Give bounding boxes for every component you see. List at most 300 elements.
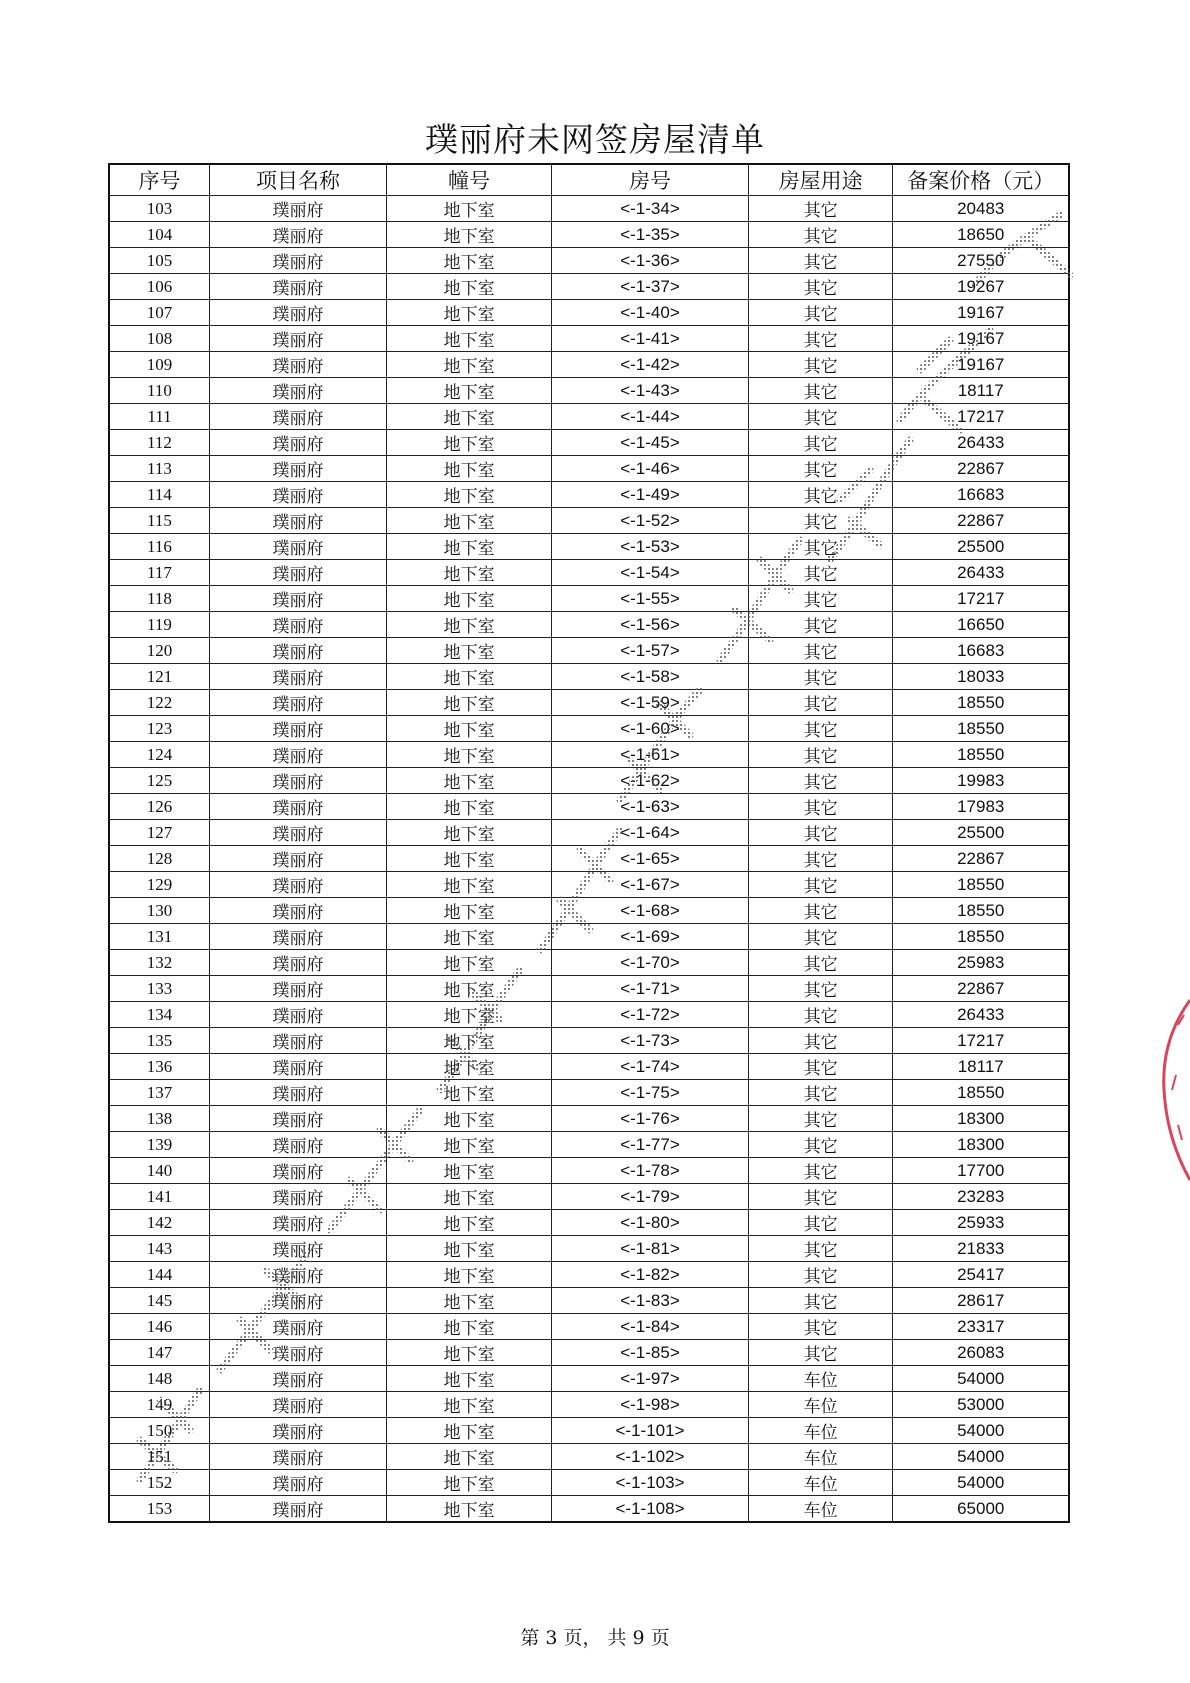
cell-price: 65000 <box>893 1496 1069 1523</box>
table-row <box>109 196 1069 222</box>
cell-building: 地下室 <box>387 794 552 820</box>
cell-usage: 车位 <box>748 1366 893 1392</box>
cell-project: 璞丽府 <box>209 1496 386 1523</box>
cell-room: <-1-98> <box>552 1392 749 1418</box>
cell-building: 地下室 <box>387 690 552 716</box>
cell-seq: 136 <box>109 1054 209 1080</box>
cell-price: 16683 <box>893 638 1069 664</box>
table-row <box>109 664 1069 690</box>
cell-usage: 其它 <box>748 612 893 638</box>
cell-price: 18550 <box>893 742 1069 768</box>
cell-building: 地下室 <box>387 222 552 248</box>
cell-price: 17700 <box>893 1158 1069 1184</box>
cell-project: 璞丽府 <box>209 1288 386 1314</box>
cell-room: <-1-55> <box>552 586 749 612</box>
cell-room: <-1-36> <box>552 248 749 274</box>
cell-seq: 127 <box>109 820 209 846</box>
cell-project: 璞丽府 <box>209 1366 386 1392</box>
cell-building: 地下室 <box>387 352 552 378</box>
cell-building: 地下室 <box>387 638 552 664</box>
table-row <box>109 768 1069 794</box>
cell-room: <-1-59> <box>552 690 749 716</box>
cell-room: <-1-45> <box>552 430 749 456</box>
cell-room: <-1-57> <box>552 638 749 664</box>
cell-price: 18117 <box>893 378 1069 404</box>
cell-project: 璞丽府 <box>209 1470 386 1496</box>
cell-room: <-1-68> <box>552 898 749 924</box>
cell-project: 璞丽府 <box>209 1002 386 1028</box>
cell-project: 璞丽府 <box>209 456 386 482</box>
cell-usage: 其它 <box>748 534 893 560</box>
cell-project: 璞丽府 <box>209 482 386 508</box>
total-pages: 9 <box>632 1627 645 1649</box>
table-row <box>109 1002 1069 1028</box>
cell-room: <-1-108> <box>552 1496 749 1523</box>
cell-usage: 其它 <box>748 378 893 404</box>
cell-project: 璞丽府 <box>209 378 386 404</box>
cell-building: 地下室 <box>387 1392 552 1418</box>
cell-price: 26433 <box>893 560 1069 586</box>
cell-seq: 144 <box>109 1262 209 1288</box>
table-row <box>109 690 1069 716</box>
cell-usage: 其它 <box>748 586 893 612</box>
cell-seq: 112 <box>109 430 209 456</box>
cell-usage: 其它 <box>748 1210 893 1236</box>
cell-building: 地下室 <box>387 1132 552 1158</box>
cell-project: 璞丽府 <box>209 872 386 898</box>
cell-price: 18550 <box>893 924 1069 950</box>
cell-building: 地下室 <box>387 1314 552 1340</box>
table-row <box>109 1392 1069 1418</box>
cell-building: 地下室 <box>387 742 552 768</box>
cell-room: <-1-62> <box>552 768 749 794</box>
cell-project: 璞丽府 <box>209 1340 386 1366</box>
table-row <box>109 1262 1069 1288</box>
cell-usage: 车位 <box>748 1444 893 1470</box>
cell-seq: 114 <box>109 482 209 508</box>
cell-room: <-1-97> <box>552 1366 749 1392</box>
cell-room: <-1-79> <box>552 1184 749 1210</box>
table-row <box>109 1028 1069 1054</box>
cell-usage: 其它 <box>748 768 893 794</box>
cell-price: 18033 <box>893 664 1069 690</box>
table-row <box>109 222 1069 248</box>
cell-building: 地下室 <box>387 950 552 976</box>
cell-price: 18550 <box>893 690 1069 716</box>
cell-room: <-1-101> <box>552 1418 749 1444</box>
cell-seq: 105 <box>109 248 209 274</box>
cell-usage: 其它 <box>748 404 893 430</box>
cell-room: <-1-83> <box>552 1288 749 1314</box>
cell-room: <-1-80> <box>552 1210 749 1236</box>
cell-price: 28617 <box>893 1288 1069 1314</box>
cell-usage: 其它 <box>748 794 893 820</box>
cell-seq: 145 <box>109 1288 209 1314</box>
table-body <box>109 196 1069 1523</box>
cell-room: <-1-46> <box>552 456 749 482</box>
cell-usage: 其它 <box>748 716 893 742</box>
cell-usage: 其它 <box>748 1314 893 1340</box>
table-row <box>109 898 1069 924</box>
cell-price: 18550 <box>893 1080 1069 1106</box>
cell-building: 地下室 <box>387 248 552 274</box>
cell-project: 璞丽府 <box>209 534 386 560</box>
cell-project: 璞丽府 <box>209 638 386 664</box>
cell-building: 地下室 <box>387 1366 552 1392</box>
cell-project: 璞丽府 <box>209 430 386 456</box>
cell-usage: 其它 <box>748 924 893 950</box>
cell-project: 璞丽府 <box>209 326 386 352</box>
cell-building: 地下室 <box>387 274 552 300</box>
cell-room: <-1-70> <box>552 950 749 976</box>
cell-usage: 其它 <box>748 1028 893 1054</box>
cell-building: 地下室 <box>387 612 552 638</box>
cell-seq: 116 <box>109 534 209 560</box>
cell-room: <-1-65> <box>552 846 749 872</box>
cell-project: 璞丽府 <box>209 1158 386 1184</box>
cell-seq: 113 <box>109 456 209 482</box>
footer-prefix: 第 <box>520 1627 540 1649</box>
cell-building: 地下室 <box>387 1028 552 1054</box>
table-row <box>109 1158 1069 1184</box>
cell-price: 17217 <box>893 1028 1069 1054</box>
cell-price: 23283 <box>893 1184 1069 1210</box>
cell-room: <-1-103> <box>552 1470 749 1496</box>
cell-room: <-1-75> <box>552 1080 749 1106</box>
cell-project: 璞丽府 <box>209 1132 386 1158</box>
table-row <box>109 300 1069 326</box>
table-row <box>109 1418 1069 1444</box>
cell-building: 地下室 <box>387 1184 552 1210</box>
cell-price: 20483 <box>893 196 1069 222</box>
cell-building: 地下室 <box>387 976 552 1002</box>
table-row <box>109 1288 1069 1314</box>
cell-price: 25933 <box>893 1210 1069 1236</box>
cell-building: 地下室 <box>387 1080 552 1106</box>
cell-building: 地下室 <box>387 404 552 430</box>
cell-project: 璞丽府 <box>209 300 386 326</box>
cell-building: 地下室 <box>387 898 552 924</box>
cell-building: 地下室 <box>387 846 552 872</box>
cell-building: 地下室 <box>387 300 552 326</box>
table-row <box>109 612 1069 638</box>
cell-building: 地下室 <box>387 482 552 508</box>
cell-room: <-1-61> <box>552 742 749 768</box>
cell-price: 17217 <box>893 586 1069 612</box>
cell-room: <-1-76> <box>552 1106 749 1132</box>
cell-project: 璞丽府 <box>209 352 386 378</box>
cell-building: 地下室 <box>387 820 552 846</box>
cell-seq: 126 <box>109 794 209 820</box>
cell-room: <-1-64> <box>552 820 749 846</box>
cell-project: 璞丽府 <box>209 846 386 872</box>
cell-building: 地下室 <box>387 560 552 586</box>
cell-usage: 其它 <box>748 274 893 300</box>
cell-usage: 其它 <box>748 1184 893 1210</box>
cell-usage: 车位 <box>748 1418 893 1444</box>
cell-project: 璞丽府 <box>209 1028 386 1054</box>
cell-project: 璞丽府 <box>209 1314 386 1340</box>
cell-usage: 其它 <box>748 846 893 872</box>
cell-building: 地下室 <box>387 586 552 612</box>
cell-usage: 其它 <box>748 326 893 352</box>
cell-seq: 148 <box>109 1366 209 1392</box>
cell-usage: 其它 <box>748 456 893 482</box>
table-row <box>109 820 1069 846</box>
cell-room: <-1-60> <box>552 716 749 742</box>
cell-building: 地下室 <box>387 430 552 456</box>
cell-building: 地下室 <box>387 1210 552 1236</box>
cell-seq: 104 <box>109 222 209 248</box>
table-row <box>109 1080 1069 1106</box>
cell-price: 18550 <box>893 872 1069 898</box>
cell-room: <-1-58> <box>552 664 749 690</box>
cell-building: 地下室 <box>387 1106 552 1132</box>
cell-project: 璞丽府 <box>209 612 386 638</box>
cell-seq: 110 <box>109 378 209 404</box>
cell-price: 19167 <box>893 300 1069 326</box>
cell-usage: 其它 <box>748 1288 893 1314</box>
cell-building: 地下室 <box>387 1288 552 1314</box>
cell-price: 26083 <box>893 1340 1069 1366</box>
cell-building: 地下室 <box>387 1470 552 1496</box>
cell-seq: 150 <box>109 1418 209 1444</box>
cell-price: 22867 <box>893 456 1069 482</box>
cell-building: 地下室 <box>387 456 552 482</box>
table-row <box>109 1470 1069 1496</box>
cell-seq: 125 <box>109 768 209 794</box>
cell-price: 25500 <box>893 820 1069 846</box>
cell-seq: 130 <box>109 898 209 924</box>
cell-building: 地下室 <box>387 924 552 950</box>
cell-building: 地下室 <box>387 1418 552 1444</box>
cell-building: 地下室 <box>387 1002 552 1028</box>
table-row <box>109 638 1069 664</box>
cell-usage: 其它 <box>748 1236 893 1262</box>
cell-seq: 152 <box>109 1470 209 1496</box>
cell-price: 26433 <box>893 430 1069 456</box>
cell-usage: 车位 <box>748 1470 893 1496</box>
cell-seq: 115 <box>109 508 209 534</box>
cell-seq: 124 <box>109 742 209 768</box>
cell-room: <-1-82> <box>552 1262 749 1288</box>
footer-page-unit: 页， <box>563 1627 602 1649</box>
cell-usage: 其它 <box>748 196 893 222</box>
cell-price: 21833 <box>893 1236 1069 1262</box>
cell-seq: 149 <box>109 1392 209 1418</box>
table-row <box>109 326 1069 352</box>
cell-price: 16650 <box>893 612 1069 638</box>
table-row <box>109 404 1069 430</box>
cell-usage: 其它 <box>748 430 893 456</box>
cell-seq: 147 <box>109 1340 209 1366</box>
red-seal-stamp <box>1154 995 1190 1185</box>
table-row <box>109 846 1069 872</box>
cell-usage: 其它 <box>748 1132 893 1158</box>
cell-project: 璞丽府 <box>209 1184 386 1210</box>
table-row <box>109 508 1069 534</box>
table-row <box>109 1106 1069 1132</box>
cell-usage: 其它 <box>748 1262 893 1288</box>
column-header-project: 项目名称 <box>209 164 386 196</box>
cell-seq: 132 <box>109 950 209 976</box>
table-row <box>109 872 1069 898</box>
cell-price: 22867 <box>893 976 1069 1002</box>
column-header-building: 幢号 <box>387 164 552 196</box>
cell-price: 25417 <box>893 1262 1069 1288</box>
cell-price: 22867 <box>893 846 1069 872</box>
cell-project: 璞丽府 <box>209 1080 386 1106</box>
cell-room: <-1-37> <box>552 274 749 300</box>
cell-room: <-1-35> <box>552 222 749 248</box>
cell-room: <-1-56> <box>552 612 749 638</box>
table-row <box>109 1366 1069 1392</box>
table-row <box>109 456 1069 482</box>
cell-usage: 其它 <box>748 1080 893 1106</box>
cell-seq: 143 <box>109 1236 209 1262</box>
cell-room: <-1-85> <box>552 1340 749 1366</box>
cell-usage: 其它 <box>748 248 893 274</box>
table-row <box>109 1054 1069 1080</box>
cell-building: 地下室 <box>387 508 552 534</box>
cell-project: 璞丽府 <box>209 1262 386 1288</box>
column-header-room: 房号 <box>552 164 749 196</box>
table-row <box>109 482 1069 508</box>
cell-usage: 其它 <box>748 508 893 534</box>
cell-room: <-1-81> <box>552 1236 749 1262</box>
cell-building: 地下室 <box>387 534 552 560</box>
cell-seq: 106 <box>109 274 209 300</box>
cell-building: 地下室 <box>387 768 552 794</box>
cell-seq: 146 <box>109 1314 209 1340</box>
cell-project: 璞丽府 <box>209 742 386 768</box>
column-header-seq: 序号 <box>109 164 209 196</box>
cell-project: 璞丽府 <box>209 976 386 1002</box>
cell-room: <-1-42> <box>552 352 749 378</box>
cell-building: 地下室 <box>387 1496 552 1523</box>
cell-building: 地下室 <box>387 664 552 690</box>
cell-room: <-1-102> <box>552 1444 749 1470</box>
cell-room: <-1-84> <box>552 1314 749 1340</box>
table-row <box>109 924 1069 950</box>
cell-project: 璞丽府 <box>209 1444 386 1470</box>
cell-usage: 其它 <box>748 1002 893 1028</box>
cell-seq: 129 <box>109 872 209 898</box>
cell-usage: 其它 <box>748 742 893 768</box>
footer-total-prefix: 共 <box>607 1627 627 1649</box>
cell-usage: 其它 <box>748 976 893 1002</box>
cell-seq: 138 <box>109 1106 209 1132</box>
cell-project: 璞丽府 <box>209 1106 386 1132</box>
cell-seq: 109 <box>109 352 209 378</box>
cell-usage: 其它 <box>748 352 893 378</box>
cell-seq: 137 <box>109 1080 209 1106</box>
cell-building: 地下室 <box>387 1262 552 1288</box>
cell-building: 地下室 <box>387 326 552 352</box>
cell-room: <-1-34> <box>552 196 749 222</box>
cell-seq: 140 <box>109 1158 209 1184</box>
cell-usage: 其它 <box>748 1158 893 1184</box>
cell-project: 璞丽府 <box>209 716 386 742</box>
cell-building: 地下室 <box>387 1236 552 1262</box>
cell-price: 25500 <box>893 534 1069 560</box>
cell-project: 璞丽府 <box>209 222 386 248</box>
cell-room: <-1-74> <box>552 1054 749 1080</box>
cell-usage: 其它 <box>748 222 893 248</box>
cell-project: 璞丽府 <box>209 1210 386 1236</box>
cell-price: 16683 <box>893 482 1069 508</box>
cell-usage: 其它 <box>748 950 893 976</box>
cell-price: 18300 <box>893 1106 1069 1132</box>
cell-usage: 其它 <box>748 664 893 690</box>
cell-seq: 123 <box>109 716 209 742</box>
cell-price: 18550 <box>893 716 1069 742</box>
cell-usage: 其它 <box>748 560 893 586</box>
cell-project: 璞丽府 <box>209 404 386 430</box>
table-row <box>109 1496 1069 1523</box>
table-row <box>109 534 1069 560</box>
cell-usage: 其它 <box>748 1054 893 1080</box>
cell-building: 地下室 <box>387 378 552 404</box>
table-row <box>109 1314 1069 1340</box>
table-row <box>109 352 1069 378</box>
cell-price: 25983 <box>893 950 1069 976</box>
cell-project: 璞丽府 <box>209 274 386 300</box>
cell-price: 19167 <box>893 352 1069 378</box>
cell-seq: 118 <box>109 586 209 612</box>
cell-usage: 其它 <box>748 898 893 924</box>
table-row <box>109 274 1069 300</box>
cell-room: <-1-77> <box>552 1132 749 1158</box>
cell-price: 54000 <box>893 1444 1069 1470</box>
cell-building: 地下室 <box>387 1340 552 1366</box>
cell-usage: 其它 <box>748 820 893 846</box>
table-row <box>109 976 1069 1002</box>
cell-price: 18300 <box>893 1132 1069 1158</box>
current-page-number: 3 <box>545 1627 558 1649</box>
cell-project: 璞丽府 <box>209 950 386 976</box>
table-row <box>109 716 1069 742</box>
cell-price: 17217 <box>893 404 1069 430</box>
cell-price: 26433 <box>893 1002 1069 1028</box>
cell-room: <-1-41> <box>552 326 749 352</box>
cell-seq: 103 <box>109 196 209 222</box>
table-row <box>109 1444 1069 1470</box>
cell-seq: 111 <box>109 404 209 430</box>
cell-room: <-1-73> <box>552 1028 749 1054</box>
cell-project: 璞丽府 <box>209 586 386 612</box>
cell-price: 23317 <box>893 1314 1069 1340</box>
cell-building: 地下室 <box>387 1444 552 1470</box>
cell-price: 22867 <box>893 508 1069 534</box>
table-row <box>109 742 1069 768</box>
cell-project: 璞丽府 <box>209 794 386 820</box>
cell-project: 璞丽府 <box>209 1236 386 1262</box>
page-title: 璞丽府未网签房屋清单 <box>425 120 765 159</box>
table-row <box>109 248 1069 274</box>
cell-usage: 其它 <box>748 690 893 716</box>
table-header-row <box>109 164 1069 196</box>
cell-room: <-1-71> <box>552 976 749 1002</box>
cell-room: <-1-40> <box>552 300 749 326</box>
cell-project: 璞丽府 <box>209 820 386 846</box>
cell-seq: 135 <box>109 1028 209 1054</box>
cell-room: <-1-52> <box>552 508 749 534</box>
cell-room: <-1-69> <box>552 924 749 950</box>
cell-seq: 131 <box>109 924 209 950</box>
cell-seq: 120 <box>109 638 209 664</box>
cell-price: 54000 <box>893 1366 1069 1392</box>
